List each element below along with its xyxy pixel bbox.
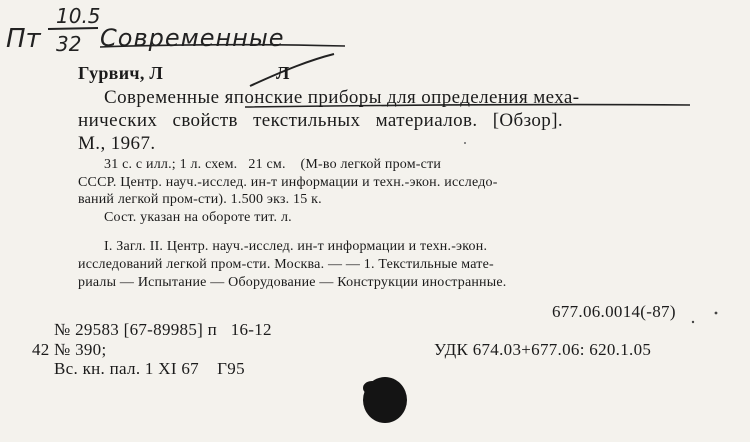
registry-line-1: № 29583 [67-89985] п 16-12 — [54, 320, 272, 339]
subject-line-1: I. Загл. II. Центр. науч.-исслед. ин-т информации и техн.-экон. — [104, 239, 488, 254]
title-line-1: Современные японские приборы для определения меха- — [104, 87, 580, 108]
classification-number: 677.06.0014(-87) — [552, 302, 676, 321]
shelf-mark-bottom: 32 — [56, 32, 82, 56]
shelf-mark-prefix: Пт — [6, 24, 41, 54]
title-line-2: нических свойств текстильных материалов. [Обзор]. — [78, 110, 564, 131]
subject-line-2: исследований легкой пром-сти. Москва. — — 1. Текстильные мате- — [78, 257, 494, 272]
subject-line-3: риалы — Испытание — Оборудование — Конструкции иностранные. — [78, 275, 507, 290]
registry-line-2: № 390; — [54, 340, 107, 359]
registry-line-2-prefix: 42 — [32, 340, 50, 359]
udc-code: УДК 674.03+677.06: 620.1.05 — [434, 340, 652, 359]
description-line-1: 31 с. с илл.; 1 л. схем. 21 см. (М-во легкой пром-сти — [104, 157, 442, 172]
registry-line-3: Вс. кн. пал. 1 XI 67 Г95 — [54, 359, 245, 378]
author-initial: Л — [276, 63, 290, 83]
handwritten-subject-word: Современные — [100, 24, 285, 52]
title-line-3: М., 1967. — [78, 133, 156, 154]
description-line-2: СССР. Центр. науч.-исслед. ин-т информации и техн.-экон. исследо- — [78, 175, 498, 190]
note-line: Сост. указан на обороте тит. л. — [104, 210, 292, 225]
description-line-3: ваний легкой пром-сти). 1.500 экз. 15 к. — [78, 192, 322, 207]
author-name: Гурвич, Л — [78, 63, 164, 83]
shelf-mark-top: 10.5 — [56, 4, 101, 28]
